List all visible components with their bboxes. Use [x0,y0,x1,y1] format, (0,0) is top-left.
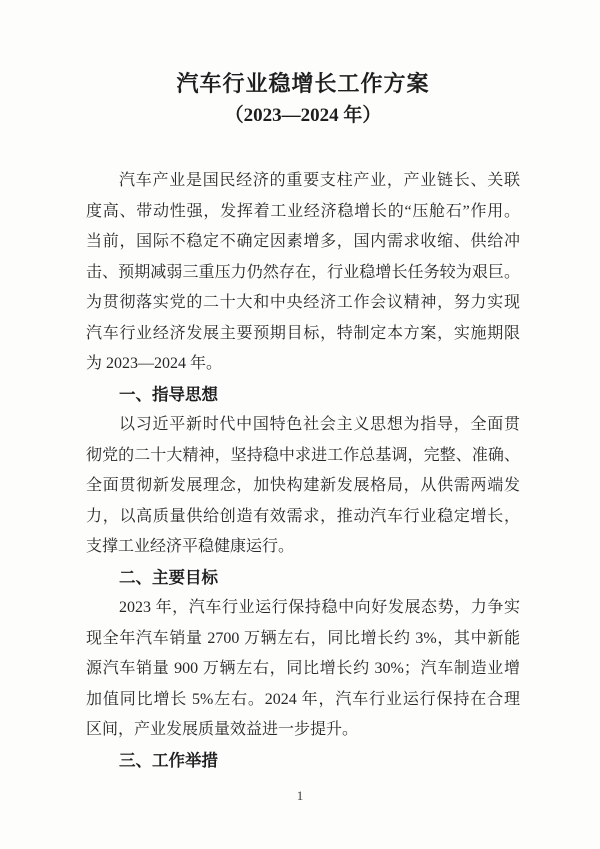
body-line: 全面贯彻新发展理念，加快构建新发展格局，从供需两端发 [86,477,520,494]
body-line: 击、预期减弱三重压力仍然存在，行业稳增长任务较为艰巨。 [86,263,520,281]
body-line: 度高、带动性强，发挥着工业经济稳增长的“压舱石”作用。 [86,202,520,220]
body-line: 现全年汽车销量 2700 万辆左右，同比增长约 3%，其中新能 [86,629,520,647]
paragraph-section-1 [86,410,520,563]
body-line: 源汽车销量 900 万辆左右，同比增长约 30%；汽车制造业增 [86,660,520,677]
body-line: 为贯彻落实党的二十大和中央经济工作会议精神，努力实现 [86,294,520,311]
document-subtitle: （2023—2024 年） [224,105,382,126]
body-line: 力，以高质量供给创造有效需求，推动汽车行业稳定增长， [86,507,520,525]
paragraph-intro [86,166,520,380]
document-content [86,0,520,776]
body-line: 2023 年，汽车行业运行保持稳中向好发展态势，力争实 [119,599,520,616]
section-heading-1: 一、指导思想 [119,385,218,404]
body-line: 加值同比增长 5%左右。2024 年，汽车行业运行保持在合理 [86,690,520,708]
body-line: 彻党的二十大精神，坚持稳中求进工作总基调，完整、准确、 [86,446,520,464]
body-line: 汽车产业是国民经济的重要支柱产业，产业链长、关联 [119,172,520,189]
paragraph-section-2 [86,593,520,746]
section-heading-3: 三、工作举措 [119,751,218,770]
body-line: 当前，国际不稳定不确定因素增多，国内需求收缩、供给冲 [86,233,520,250]
body-line: 汽车行业经济发展主要预期目标，特制定本方案，实施期限 [86,324,520,342]
body-line: 为 2023—2024 年。 [86,355,223,372]
body-line: 区间，产业发展质量效益进一步提升。 [86,721,359,738]
body-line: 以习近平新时代中国特色社会主义思想为指导，全面贯 [119,416,520,433]
page-number: 1 [296,788,304,803]
body-line: 支撑工业经济平稳健康运行。 [86,538,295,555]
section-heading-2: 二、主要目标 [119,568,218,587]
document-title: 汽车行业稳增长工作方案 [176,71,430,96]
